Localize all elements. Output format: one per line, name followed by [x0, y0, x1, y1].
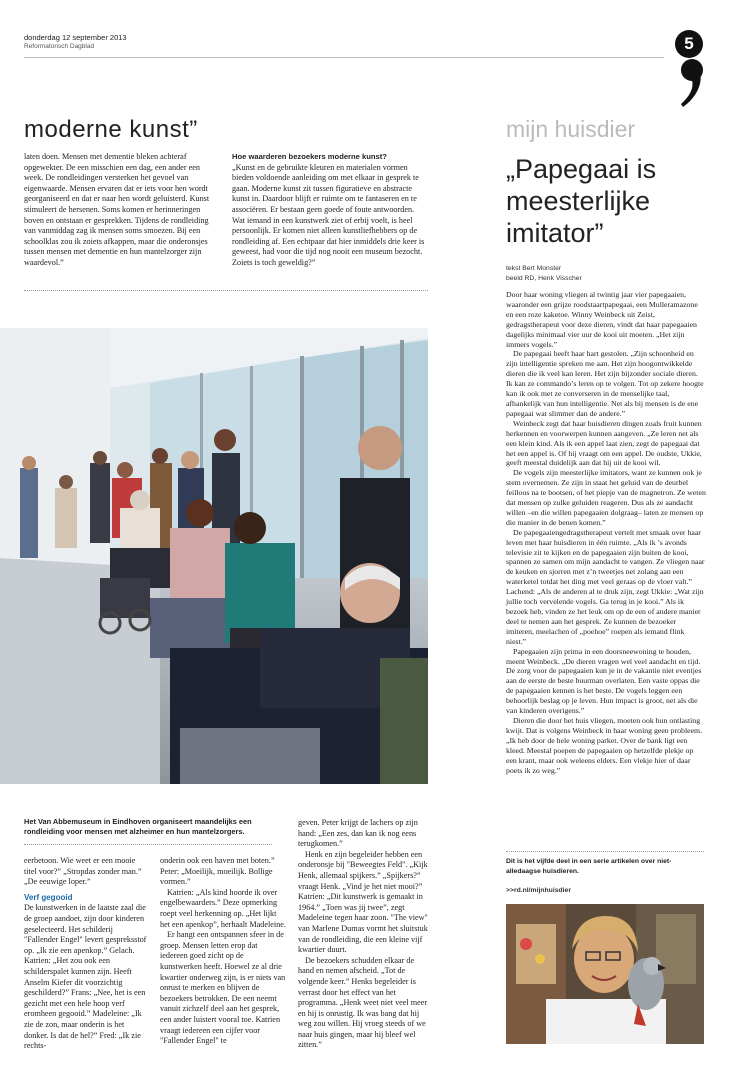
subheading: Verf gegooid [24, 892, 73, 902]
paragraph: Dieren die door het huis vliegen, moeten ook hun ontlasting kwijt. Dat is volgens Weinbeck in haar woning geen probleem. „Ik heb door de hele woning parket. Over de bank ligt een kleed. Meestal poepen de papegaaien op hetzelfde plekje op een krant, maar ook weleens elders. Een vlekje hier of daar poets ik zo weg.” [506, 715, 703, 775]
page-number-badge: 5 [675, 30, 703, 58]
paragraph: Papegaaien zijn prima in een doorsneewoning te houden, meent Weinbeck. „De dieren vragen wel veel aandacht en tijd. De zorg voor de papegaaien kun je in de vakantie niet eventjes aan de eerste de beste buurman overlaten. Een vaste oppas die de papegaaien kennen is het beste. De vogels leggen een behoorlijk beslag op je leven. Hun impact is groot, net als die van kinderen overigens.” [506, 646, 702, 716]
text-column-1 [24, 152, 218, 269]
paragraph: Henk en zijn begeleider hebben een onderonsje bij "Beweegtes Feld". „Kijk Henk, allemaal spijkers.” „Spijkers?” vraagt Henk. „Vind je het niet mooi?” Katrien: „Dit kunstwerk is gemaakt in 1964.” „Toen was jij twee”, zegt Madeleine tegen haar zoon. "The view" van Marlene Dumas vormt het sluitstuk van de rondleiding, die een kleine vijf kwartier duurt. [298, 849, 428, 955]
museum-tour-photo [0, 328, 428, 784]
section-kicker: mijn huisdier [506, 116, 636, 142]
comma-logo-icon [678, 58, 706, 110]
issue-date: donderdag 12 september 2013 [24, 33, 127, 42]
interview-question: Hoe waarderen bezoekers moderne kunst? [232, 152, 387, 161]
bottom-column-1 [24, 856, 148, 1052]
paragraph: laten doen. Mensen met dementie bleken achteraf opgewekter. De een misschien een dag, een ander een week. De rondleidingen versterken het gevoel van eigenwaarde. Mensen ervaren dat er iets voor hen wordt georganiseerd en dat er naar hen wordt geluisterd. Kunst stimuleert de hersenen. Soms komen er herinneringen boven en ontstaan er gesprekken. Tijdens de rondleiding van vanmiddag zag ik mensen soms smoezen. Bij een schoolklas zou ik zoiets afkappen, maar die onderonsjes tussen mensen met dementie en hun mantelzorger zijn waardevol.” [24, 152, 210, 267]
huisdier-body [506, 290, 706, 775]
bottom-column-2 [160, 856, 286, 1047]
web-link[interactable]: >>rd.nl/mijnhuisdier [506, 887, 571, 894]
caption-divider [24, 844, 272, 845]
paragraph: onderin ook een haven met boten.” Peter: „Moeilijk, moeilijk. Bollige vormen.” [160, 856, 275, 887]
article-title: „Papegaai is meesterlijke imitator” [506, 154, 657, 248]
text-column-2 [232, 152, 428, 269]
paragraph: De papegaai heeft haar hart gestolen. „Zijn schoonheid en zijn intelligentie spreken me aan. Het zijn hoogontwikkelde dieren die ik veel kan leren. Het zijn bijzonder sociale dieren. Ik kan ze commando’s leren op te volgen. Tot op zekere hoogte kan ik ook met ze converseren in de menselijke taal, afhankelijk van hun intelligentie. Net als bij mensen is de ene papegaai wat slimmer dan de andere.” [506, 349, 704, 418]
article-heading: moderne kunst” [24, 116, 198, 143]
paragraph: De papegaaiengedragstherapeut vertelt met smaak over haar leven met haar huisdieren in één ruimte. „Als ik ’s avonds televisie zit te kijken en de papegaaien zijn buiten de kooi, spannen ze samen om mijn aandacht te vangen. Ze vliegen naar de keuken en sjorren met z’n tweetjes net zolang aan een waterketel totdat het ding met veel geraas op de vloer valt.” Lachend: „Als de anderen al te druk zijn, zegt Ukkie: „Wat zijn jullie toch vervelende vogels. Ga terug in je kooi.” Als ik bezoek heb, vinden ze het leuk om op de een of andere manier deel te nemen aan het gesprek. Ze kunnen de bezoeker imiteren, meelachen of „poehoe” roepen als iemand flink niest.” [506, 527, 705, 646]
paragraph: eerbetoon. Wie weet er een mooie titel voor?” „Stropdas zonder man.” „De eeuwige loper.” [24, 856, 142, 887]
paragraph: „Kunst en de gebruikte kleuren en materialen vormen bieden voldoende aanleiding om met elkaar in gesprek te gaan. Moderne kunst zit tussen figuratieve en abstracte kunst in. Daardoor blijft er ruimte om te fantaseren en te associëren. Er bestaan geen goede of foute antwoorden. Wat iemand in een kunstwerk ziet of erbij voelt, is heel persoonlijk. Er komen niet alleen kunstliefhebbers op de rondleiding af. Een echtpaar dat hier inmiddels drie keer is geweest, had voor die tijd nog nooit een museum bezocht. Zoiets is toch geweldig?” [232, 162, 425, 267]
paragraph: geven. Peter krijgt de lachers op zijn hand: „Een zes, dan kan ik nog eens terugkomen.” [298, 818, 418, 849]
paragraph: Er hangt een ontspannen sfeer in de groep. Mensen letten erop dat iedereen goed zicht op de kunstwerken heeft. Hoewel ze al drie kwartier onderweg zijn, is er niets van onrust te merken en blijven de bezoekers betrokken. De een neemt vanuit zichzelf deel aan het gesprek, een ander luistert vooral toe. Katrien vraagt iedereen een cijfer voor "Fallender Engel" te [160, 930, 286, 1046]
paragraph: Door haar woning vliegen al twintig jaar vier papegaaien, waaronder een grijze roodstaartpapegaai, een Mulleramazone en een roze kaketoe. Winny Weinbeck uit Zeist, gedragstherapeut voor deze dieren, vindt dat haar papegaaien dagelijks minimaal vier uur de kooi uit moeten. „Het zijn immers vogels.” [506, 290, 698, 349]
byline-text: tekst Bert Monster [506, 265, 562, 272]
paragraph: Katrien: „Als kind hoorde ik over engelbewaarders.” Deze opmerking roept veel herkenning op. „Het lijkt het een apenkop”, herhaalt Madeleine. [160, 887, 286, 929]
bottom-column-3 [298, 818, 428, 1051]
paragraph: Weinbeck zegt dat haar huisdieren dingen zoals fruit kunnen herkennen en voorwerpen kunnen aangeven. „Ze leren net als een klein kind. Als ik een appel laat zien, zegt de papegaai dat het een appel is. Of hij vraagt om een appel. De oudste, Ukkie, geeft meestal duidelijk aan dat hij uit de kooi wil. [506, 418, 702, 468]
series-note: Dit is het vijfde deel in een serie artikelen over niet-alledaagse huisdieren. [506, 858, 672, 875]
section-divider [24, 290, 428, 291]
paragraph: De bezoekers schudden elkaar de hand en nemen afscheid. „Tot de volgende keer.” Henks begeleider is verrast door het effect van het programma. „Henk weet niet veel meer en hij is onrustig. Ik was bang dat hij weg zou willen. Hij vroeg steeds of we naar huis gingen, maar hij bleef wel zitten.” [298, 955, 428, 1050]
header-rule [24, 57, 664, 58]
parrot-owner-photo [506, 904, 704, 1044]
paragraph: De kunstwerken in de laatste zaal die de groep aandoet, zijn door kinderen geselecteerd. Het schilderij "Fallender Engel" levert gespreksstof op. „Ik zie een apenkop.” Gelach. Katrien: „Het zou ook een schilderspalet kunnen zijn. Heeft Anselm Kiefer dit voorzichtig geschilderd?” Frans: „Nee, het is een gezicht met een hele hoop verf eromheen gegooid.” Madeleine: „Ik zie de zon, maar onderin is het donker. Is dat de hel?” Fred: „Ik zie rechts- [24, 903, 147, 1051]
newspaper-name: Reformatorisch Dagblad [24, 43, 95, 50]
byline-photo: beeld RD, Henk Visscher [506, 275, 582, 282]
note-divider [506, 851, 704, 852]
photo-caption: Het Van Abbemuseum in Eindhoven organiseert maandelijks een rondleiding voor mensen met alzheimer en hun mantelzorgers. [24, 817, 252, 836]
paragraph: De vogels zijn meesterlijke imitators, want ze kunnen ook je stem overnemen. Ze zijn in staat het geluid van de deurbel feilloos na te bootsen, of het piepje van de magnetron. Ze weten dat mensen op zulke geluiden reageren. Dus als ze aandacht willen –en die willen papegaaien dolgraag– laten ze mensen op die manier in de benen komen.” [506, 468, 706, 527]
